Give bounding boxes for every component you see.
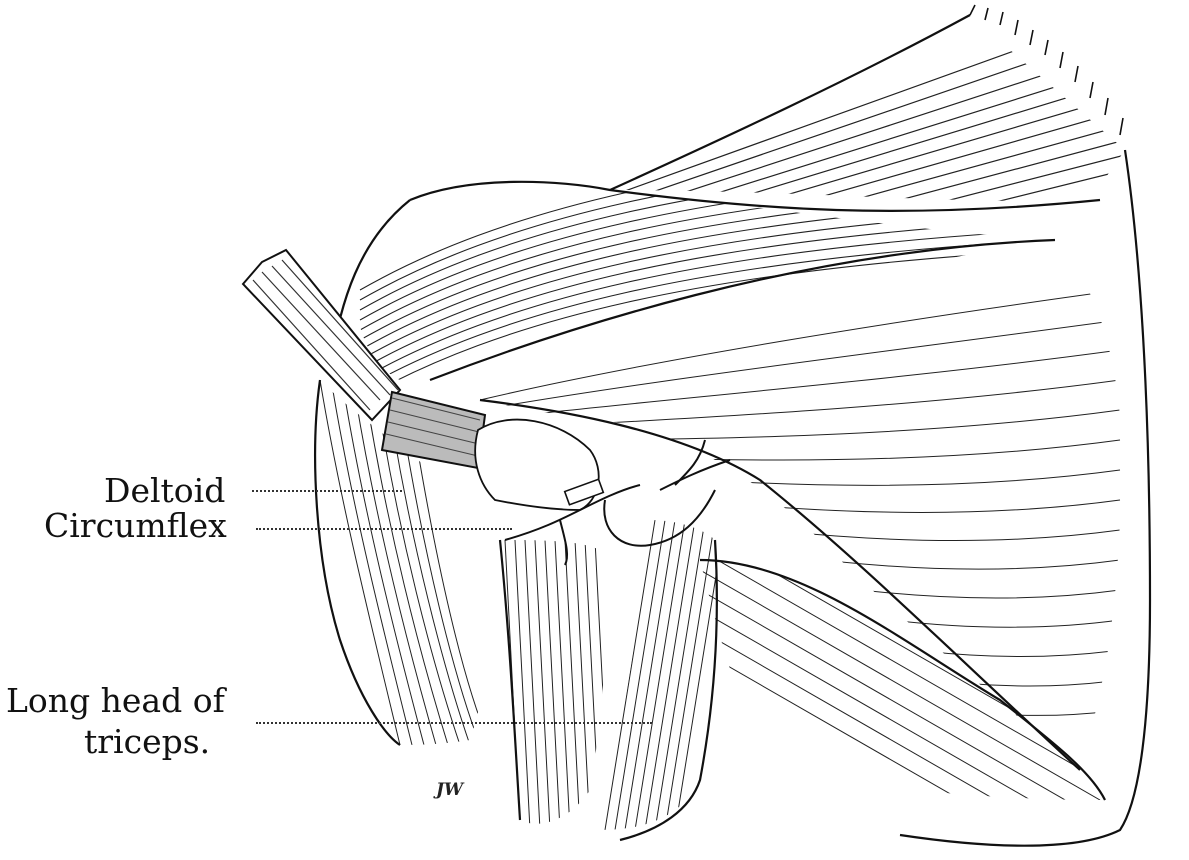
- label-circumflex: Circumflex: [44, 506, 227, 545]
- arm-right-fibres: [605, 520, 725, 830]
- circumflex-loop: [604, 490, 715, 546]
- nerve-branch: [660, 460, 730, 490]
- arm-right-outline: [620, 540, 717, 840]
- deltoid-upper-outline: [410, 182, 1100, 211]
- scapula-outline: [610, 15, 970, 190]
- retractor: [243, 250, 485, 468]
- arm-mid-fibres: [505, 540, 610, 830]
- scapula-border: [900, 150, 1150, 846]
- artist-signature: JW: [436, 780, 464, 800]
- leader-line-deltoid: [252, 490, 402, 492]
- label-deltoid: Deltoid: [104, 471, 226, 510]
- scapula-muscle-fibres: [600, 20, 1125, 300]
- label-triceps: triceps.: [84, 722, 211, 761]
- deltoid-fibres: [360, 140, 1050, 400]
- long-head-fibres: [700, 530, 1100, 860]
- label-long-head-of: Long head of: [6, 681, 225, 720]
- leader-line-circumflex: [256, 528, 512, 530]
- leader-line-long-head: [256, 722, 652, 724]
- circumflex-branch: [560, 520, 567, 565]
- scapula-fringe: [970, 5, 1123, 135]
- long-head-outline: [700, 560, 1105, 800]
